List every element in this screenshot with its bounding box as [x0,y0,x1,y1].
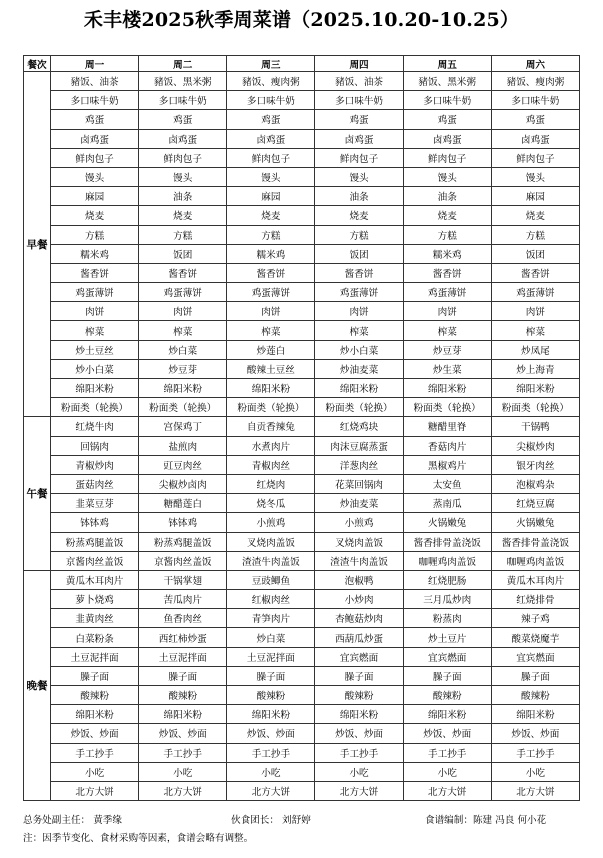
dish-cell: 炒豆芽 [139,359,227,378]
dish-cell: 豬饭、黑米粥 [139,72,227,91]
dish-cell: 炒豆芽 [403,340,491,359]
dish-cell: 油条 [403,187,491,206]
dish-cell: 肉饼 [51,302,139,321]
dish-cell: 鲜肉包子 [315,148,403,167]
dish-cell: 绵阳米粉 [139,379,227,398]
dish-cell: 红椒肉丝 [227,590,315,609]
dish-cell: 宜宾燃面 [403,647,491,666]
dish-cell: 鸡蛋 [51,110,139,129]
dish-cell: 糯米鸡 [403,244,491,263]
dish-cell: 青笋肉片 [227,609,315,628]
menu-row [24,455,580,474]
dish-cell: 酸菜烧魔芋 [491,628,579,647]
dish-cell: 糖醋里脊 [403,417,491,436]
dish-cell: 鲜肉包子 [227,148,315,167]
dish-cell: 手工抄手 [139,743,227,762]
dish-cell: 杏鲍菇炒肉 [315,609,403,628]
dish-cell: 辣子鸡 [491,609,579,628]
dish-cell: 蛋菇肉丝 [51,474,139,493]
dish-cell: 酱香饼 [403,263,491,282]
dish-cell: 西红柿炒蛋 [139,628,227,647]
dish-cell: 卤鸡蛋 [51,129,139,148]
dish-cell: 炒小白菜 [51,359,139,378]
dish-cell: 鸡蛋 [227,110,315,129]
dish-cell: 粉蒸鸡腿盖饭 [51,532,139,551]
dish-cell: 粉面类（轮换） [403,398,491,417]
menu-row [24,743,580,762]
dish-cell: 酱香饼 [51,263,139,282]
dish-cell: 卤鸡蛋 [227,129,315,148]
menu-row [24,167,580,186]
dish-cell: 宫保鸡丁 [139,417,227,436]
dish-cell: 手工抄手 [315,743,403,762]
dish-cell: 炒小白菜 [315,340,403,359]
dish-cell: 绵阳米粉 [403,705,491,724]
header-friday: 周五 [403,56,491,72]
dish-cell: 鸡蛋薄饼 [403,283,491,302]
dish-cell: 酸辣粉 [403,686,491,705]
dish-cell: 火锅嫩兔 [403,513,491,532]
dish-cell: 北方大饼 [491,781,579,800]
dish-cell: 炒土豆片 [403,628,491,647]
dish-cell: 炒土豆丝 [51,340,139,359]
dish-cell: 臊子面 [51,666,139,685]
dish-cell: 小吃 [491,762,579,781]
dish-cell: 酸辣土豆丝 [227,359,315,378]
dish-cell: 绵阳米粉 [139,705,227,724]
dish-cell: 酸辣粉 [315,686,403,705]
dish-cell: 叉烧肉盖饭 [315,532,403,551]
dish-cell: 小吃 [227,762,315,781]
dish-cell: 小吃 [315,762,403,781]
footer-note: 注：因季节变化、食材采购等因素，食谱会略有调整。 [23,833,254,844]
weekly-menu-table [23,55,580,801]
dish-cell: 太安鱼 [403,474,491,493]
menu-row [24,91,580,110]
dish-cell: 烧麦 [315,206,403,225]
header-wednesday: 周三 [227,56,315,72]
footer-compiler: 食谱编制：陈建 冯良 何小花 [425,815,547,826]
menu-row [24,686,580,705]
dish-cell: 土豆泥拌面 [227,647,315,666]
dish-cell: 饭团 [491,244,579,263]
dish-cell: 小煎鸡 [227,513,315,532]
menu-row [24,647,580,666]
dish-cell: 卤鸡蛋 [491,129,579,148]
footer-signatures [23,810,583,828]
dish-cell: 鲜肉包子 [403,148,491,167]
dish-cell: 盐煎肉 [139,436,227,455]
dish-cell: 小吃 [139,762,227,781]
meal-label: 早餐 [24,72,51,417]
dish-cell: 绵阳米粉 [491,379,579,398]
dish-cell: 多口味牛奶 [139,91,227,110]
dish-cell: 绵阳米粉 [51,379,139,398]
menu-row [24,609,580,628]
dish-cell: 红烧牛肉 [51,417,139,436]
dish-cell: 粉面类（轮换） [227,398,315,417]
dish-cell: 榨菜 [491,321,579,340]
dish-cell: 炒白菜 [139,340,227,359]
dish-cell: 红烧排骨 [491,590,579,609]
dish-cell: 多口味牛奶 [491,91,579,110]
dish-cell: 绵阳米粉 [51,705,139,724]
dish-cell: 方糕 [403,225,491,244]
dish-cell: 北方大饼 [227,781,315,800]
dish-cell: 火锅嫩兔 [491,513,579,532]
menu-row [24,263,580,282]
dish-cell: 水煮肉片 [227,436,315,455]
dish-cell: 红烧豆腐 [491,494,579,513]
dish-cell: 油条 [139,187,227,206]
menu-row [24,187,580,206]
dish-cell: 饭团 [315,244,403,263]
dish-cell: 宜宾燃面 [491,647,579,666]
menu-row [24,436,580,455]
dish-cell: 臊子面 [491,666,579,685]
dish-cell: 榨菜 [403,321,491,340]
dish-cell: 方糕 [315,225,403,244]
dish-cell: 臊子面 [403,666,491,685]
dish-cell: 红烧鸡块 [315,417,403,436]
dish-cell: 韭菜豆芽 [51,494,139,513]
dish-cell: 酸辣粉 [227,686,315,705]
dish-cell: 臊子面 [315,666,403,685]
dish-cell: 豬饭、黑米粥 [403,72,491,91]
dish-cell: 青椒炒肉 [51,455,139,474]
menu-row [24,244,580,263]
dish-cell: 手工抄手 [403,743,491,762]
menu-row [24,129,580,148]
dish-cell: 榨菜 [139,321,227,340]
header-meal: 餐次 [24,56,51,72]
dish-cell: 鸡蛋薄饼 [139,283,227,302]
dish-cell: 北方大饼 [315,781,403,800]
dish-cell: 炒饭、炒面 [227,724,315,743]
menu-row [24,206,580,225]
dish-cell: 肉饼 [315,302,403,321]
dish-cell: 北方大饼 [403,781,491,800]
dish-cell: 糖醋莲白 [139,494,227,513]
meal-label: 午餐 [24,417,51,571]
menu-row [24,359,580,378]
dish-cell: 黑椒鸡片 [403,455,491,474]
menu-row [24,705,580,724]
dish-cell: 渣渣牛肉盖饭 [227,551,315,570]
menu-row [24,781,580,800]
dish-cell: 麻园 [51,187,139,206]
menu-row [24,110,580,129]
dish-cell: 小吃 [51,762,139,781]
menu-row [24,379,580,398]
dish-cell: 蒸南瓜 [403,494,491,513]
dish-cell: 酱香饼 [227,263,315,282]
dish-cell: 炒饭、炒面 [315,724,403,743]
dish-cell: 绵阳米粉 [491,705,579,724]
dish-cell: 泡椒鸡杂 [491,474,579,493]
dish-cell: 饭团 [139,244,227,263]
menu-row [24,551,580,570]
dish-cell: 豬饭、瘦肉粥 [227,72,315,91]
dish-cell: 酱香饼 [315,263,403,282]
dish-cell: 京酱肉丝盖饭 [139,551,227,570]
menu-row [24,321,580,340]
dish-cell: 麻园 [491,187,579,206]
dish-cell: 方糕 [227,225,315,244]
dish-cell: 炒饭、炒面 [51,724,139,743]
dish-cell: 鸡蛋 [491,110,579,129]
dish-cell: 豬饭、瘦肉粥 [491,72,579,91]
menu-row [24,340,580,359]
dish-cell: 肉饼 [403,302,491,321]
dish-cell: 榨菜 [315,321,403,340]
menu-row [24,590,580,609]
dish-cell: 臊子面 [139,666,227,685]
dish-cell: 酸辣粉 [51,686,139,705]
dish-cell: 馒头 [51,167,139,186]
meal-label: 晚餐 [24,570,51,800]
dish-cell: 渣渣牛肉盖饭 [315,551,403,570]
dish-cell: 红烧肉 [227,474,315,493]
dish-cell: 京酱肉丝盖饭 [51,551,139,570]
menu-row [24,762,580,781]
menu-row [24,628,580,647]
dish-cell: 小煎鸡 [315,513,403,532]
dish-cell: 宜宾燃面 [315,647,403,666]
dish-cell: 方糕 [139,225,227,244]
dish-cell: 烧麦 [227,206,315,225]
dish-cell: 豇豆肉丝 [139,455,227,474]
menu-row [24,724,580,743]
dish-cell: 西葫瓜炒蛋 [315,628,403,647]
dish-cell: 麻园 [227,187,315,206]
dish-cell: 酱香饼 [139,263,227,282]
dish-cell: 绵阳米粉 [403,379,491,398]
dish-cell: 红烧肥肠 [403,570,491,589]
dish-cell: 榨菜 [227,321,315,340]
dish-cell: 小吃 [403,762,491,781]
dish-cell: 炒油麦菜 [315,494,403,513]
dish-cell: 手工抄手 [491,743,579,762]
header-tuesday: 周二 [139,56,227,72]
dish-cell: 炒莲白 [227,340,315,359]
dish-cell: 多口味牛奶 [227,91,315,110]
dish-cell: 炒上海青 [491,359,579,378]
dish-cell: 肉饼 [491,302,579,321]
dish-cell: 干锅掌翅 [139,570,227,589]
menu-row [24,532,580,551]
dish-cell: 炒饭、炒面 [139,724,227,743]
dish-cell: 钵钵鸡 [139,513,227,532]
dish-cell: 三月瓜炒肉 [403,590,491,609]
footer-team-leader: 伙食团长： 刘舒婷 [231,815,311,826]
dish-cell: 粉面类（轮换） [491,398,579,417]
dish-cell: 叉烧肉盖饭 [227,532,315,551]
dish-cell: 鲜肉包子 [139,148,227,167]
dish-cell: 黄瓜木耳肉片 [51,570,139,589]
dish-cell: 鸡蛋薄饼 [51,283,139,302]
menu-row [24,666,580,685]
dish-cell: 炒油麦菜 [315,359,403,378]
dish-cell: 手工抄手 [227,743,315,762]
dish-cell: 烧麦 [51,206,139,225]
dish-cell: 酱香排骨盖浇饭 [491,532,579,551]
dish-cell: 馒头 [139,167,227,186]
dish-cell: 多口味牛奶 [403,91,491,110]
dish-cell: 香菇肉片 [403,436,491,455]
dish-cell: 青椒肉丝 [227,455,315,474]
dish-cell: 油条 [315,187,403,206]
dish-cell: 绵阳米粉 [227,379,315,398]
dish-cell: 花菜回锅肉 [315,474,403,493]
dish-cell: 榨菜 [51,321,139,340]
dish-cell: 粉面类（轮换） [51,398,139,417]
header-monday: 周一 [51,56,139,72]
dish-cell: 馒头 [491,167,579,186]
dish-cell: 萝卜烧鸡 [51,590,139,609]
dish-cell: 豬饭、油茶 [51,72,139,91]
dish-cell: 炒饭、炒面 [403,724,491,743]
dish-cell: 洋葱肉丝 [315,455,403,474]
dish-cell: 绵阳米粉 [227,705,315,724]
footer-director: 总务处副主任： 黄季缘 [23,815,122,826]
dish-cell: 酱香饼 [491,263,579,282]
dish-cell: 粉蒸鸡腿盖饭 [139,532,227,551]
dish-cell: 酱香排骨盖浇饭 [403,532,491,551]
dish-cell: 北方大饼 [51,781,139,800]
dish-cell: 鲜肉包子 [491,148,579,167]
dish-cell: 鸡蛋 [315,110,403,129]
dish-cell: 炒饭、炒面 [491,724,579,743]
dish-cell: 烧冬瓜 [227,494,315,513]
dish-cell: 方糕 [51,225,139,244]
dish-cell: 豆豉鲫鱼 [227,570,315,589]
dish-cell: 自贡香辣兔 [227,417,315,436]
menu-row [24,398,580,417]
dish-cell: 鸡蛋薄饼 [491,283,579,302]
dish-cell: 馒头 [403,167,491,186]
dish-cell: 土豆泥拌面 [51,647,139,666]
menu-row [24,302,580,321]
menu-row [24,417,580,436]
menu-row [24,225,580,244]
dish-cell: 多口味牛奶 [315,91,403,110]
dish-cell: 回锅肉 [51,436,139,455]
dish-cell: 肉饼 [139,302,227,321]
dish-cell: 卤鸡蛋 [139,129,227,148]
dish-cell: 多口味牛奶 [51,91,139,110]
dish-cell: 绵阳米粉 [315,379,403,398]
header-thursday: 周四 [315,56,403,72]
dish-cell: 烧麦 [491,206,579,225]
dish-cell: 粉面类（轮换） [315,398,403,417]
dish-cell: 绵阳米粉 [315,705,403,724]
dish-cell: 肉沫豆腐蒸蛋 [315,436,403,455]
dish-cell: 烧麦 [403,206,491,225]
header-row [24,56,580,72]
dish-cell: 卤鸡蛋 [403,129,491,148]
dish-cell: 酸辣粉 [139,686,227,705]
header-saturday: 周六 [491,56,579,72]
dish-cell: 北方大饼 [139,781,227,800]
dish-cell: 酸辣粉 [491,686,579,705]
dish-cell: 粉蒸肉 [403,609,491,628]
dish-cell: 白菜粉条 [51,628,139,647]
menu-row [24,283,580,302]
menu-row [24,72,580,91]
dish-cell: 卤鸡蛋 [315,129,403,148]
dish-cell: 鸡蛋 [139,110,227,129]
dish-cell: 鸡蛋 [403,110,491,129]
dish-cell: 钵钵鸡 [51,513,139,532]
dish-cell: 鸡蛋薄饼 [315,283,403,302]
dish-cell: 鲜肉包子 [51,148,139,167]
dish-cell: 方糕 [491,225,579,244]
dish-cell: 咖喱鸡肉盖饭 [491,551,579,570]
dish-cell: 馒头 [315,167,403,186]
dish-cell: 炒凤尾 [491,340,579,359]
dish-cell: 臊子面 [227,666,315,685]
dish-cell: 手工抄手 [51,743,139,762]
dish-cell: 鸡蛋薄饼 [227,283,315,302]
dish-cell: 泡椒鸭 [315,570,403,589]
dish-cell: 小炒肉 [315,590,403,609]
dish-cell: 鱼香肉丝 [139,609,227,628]
dish-cell: 烧麦 [139,206,227,225]
dish-cell: 银牙肉丝 [491,455,579,474]
dish-cell: 炒白菜 [227,628,315,647]
dish-cell: 糯米鸡 [227,244,315,263]
dish-cell: 干锅鸭 [491,417,579,436]
dish-cell: 肉饼 [227,302,315,321]
dish-cell: 粉面类（轮换） [139,398,227,417]
menu-row [24,513,580,532]
menu-row [24,570,580,589]
dish-cell: 尖椒炒肉 [491,436,579,455]
dish-cell: 尖椒炒卤肉 [139,474,227,493]
dish-cell: 韭黄肉丝 [51,609,139,628]
dish-cell: 苦瓜肉片 [139,590,227,609]
dish-cell: 馒头 [227,167,315,186]
page-title: 禾丰楼2025秋季周菜谱（2025.10.20-10.25） [83,9,520,31]
menu-row [24,148,580,167]
dish-cell: 黄瓜木耳肉片 [491,570,579,589]
dish-cell: 豬饭、油茶 [315,72,403,91]
dish-cell: 土豆泥拌面 [139,647,227,666]
dish-cell: 炒生菜 [403,359,491,378]
menu-row [24,494,580,513]
menu-row [24,474,580,493]
dish-cell: 咖喱鸡肉盖饭 [403,551,491,570]
dish-cell: 糯米鸡 [51,244,139,263]
